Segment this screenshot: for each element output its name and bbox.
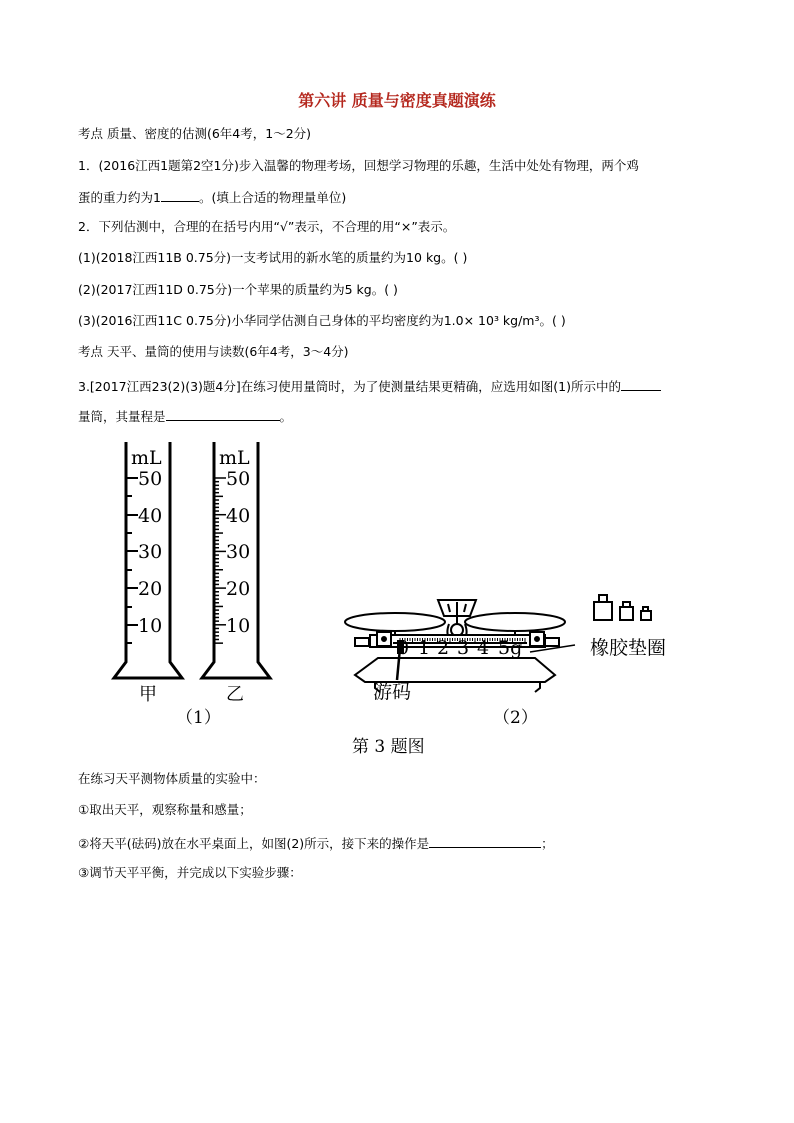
question-2-item-2: (2)(2017江西11D 0.75分)一个苹果的质量约为5 kg。( ) — [78, 282, 398, 297]
tick-label: 40 — [226, 505, 251, 527]
scale-digit: 0 — [397, 637, 410, 659]
section-heading-estimation: 考点 质量、密度的估测(6年4考，1～2分) — [78, 126, 312, 141]
step-2-suffix: ； — [541, 836, 554, 851]
question-3-range-prefix: 量筒，其量程是 — [78, 409, 166, 424]
question-2-item-3: (3)(2016江西11C 0.75分)小华同学估测自己身体的平均密度约为1.0× 10³ kg/m³。( ) — [78, 313, 566, 328]
scale-digit: 2 — [437, 637, 450, 659]
question-2-item-1: (1)(2018江西11B 0.75分)一支考试用的新水笔的质量约为10 kg。( ) — [78, 250, 468, 265]
tick-label: 20 — [138, 578, 163, 600]
scale-digit: 5g — [498, 637, 523, 659]
rider-label: 游码 — [373, 681, 412, 703]
tick-label: 50 — [226, 468, 251, 490]
weights-icon — [594, 595, 651, 620]
page-title: 第六讲 质量与密度真题演练 — [298, 91, 496, 110]
question-1-continued — [78, 188, 346, 206]
question-3-continued: 量筒，其量程是 。 — [78, 409, 293, 424]
tick-label: 30 — [226, 541, 251, 563]
scale-digit: 3 — [457, 637, 470, 659]
tick-label: 50 — [138, 468, 163, 490]
cylinder-a-label: 甲 — [139, 684, 157, 705]
step-3: ③调节天平平衡，并完成以下实验步骤： — [78, 865, 302, 880]
cylinder-b-label: 乙 — [226, 684, 244, 705]
figure-caption: 第 3 题图 — [352, 737, 425, 757]
answer-blank — [166, 407, 280, 421]
tick-label: 30 — [138, 541, 163, 563]
question-1-suffix: 。(填上合适的物理量单位) — [198, 190, 347, 205]
cylinder-a — [114, 442, 182, 705]
question-3-prefix: 3.[2017江西23(2)(3)题4分]在练习使用量筒时，为了使测量结果更精确，应选用如图(1)所示中的 — [78, 379, 621, 394]
question-3-text — [78, 377, 661, 395]
rubber-pad-label: 橡胶垫圈 — [590, 637, 667, 659]
paragraph-intro: 在练习天平测物体质量的实验中： — [78, 771, 266, 786]
step-1: ①取出天平，观察称量和感量； — [78, 802, 252, 817]
tick-label: 20 — [226, 578, 251, 600]
scale-digit: 1 — [418, 637, 431, 659]
cylinder-b — [202, 442, 270, 705]
figure-1-label: （1） — [176, 708, 221, 728]
tick-label: 10 — [226, 615, 251, 637]
figure-3 — [0, 430, 794, 760]
question-2-text: 2．下列估测中，合理的在括号内用“√”表示，不合理的用“×”表示。 — [78, 219, 456, 234]
answer-blank — [161, 188, 199, 202]
question-1-prefix: 蛋的重力约为1 — [78, 190, 161, 205]
answer-blank — [429, 834, 541, 848]
section-heading-balance: 考点 天平、量筒的使用与读数(6年4考，3～4分) — [78, 344, 349, 359]
tick-label: 40 — [138, 505, 163, 527]
question-1-text: 1．(2016江西1题第2空1分)步入温馨的物理考场，回想学习物理的乐趣，生活中处处有物理，两个鸡 — [78, 158, 639, 173]
step-2 — [78, 834, 554, 852]
cylinder-a-unit: mL — [131, 447, 162, 469]
cylinder-b-unit: mL — [219, 447, 250, 469]
scale-digit: 4 — [477, 637, 490, 659]
figure-2-label: （2） — [493, 708, 538, 728]
step-2-text: ②将天平(砝码)放在水平桌面上，如图(2)所示，接下来的操作是 — [78, 836, 430, 851]
tick-label: 10 — [138, 615, 163, 637]
answer-blank — [621, 377, 661, 391]
